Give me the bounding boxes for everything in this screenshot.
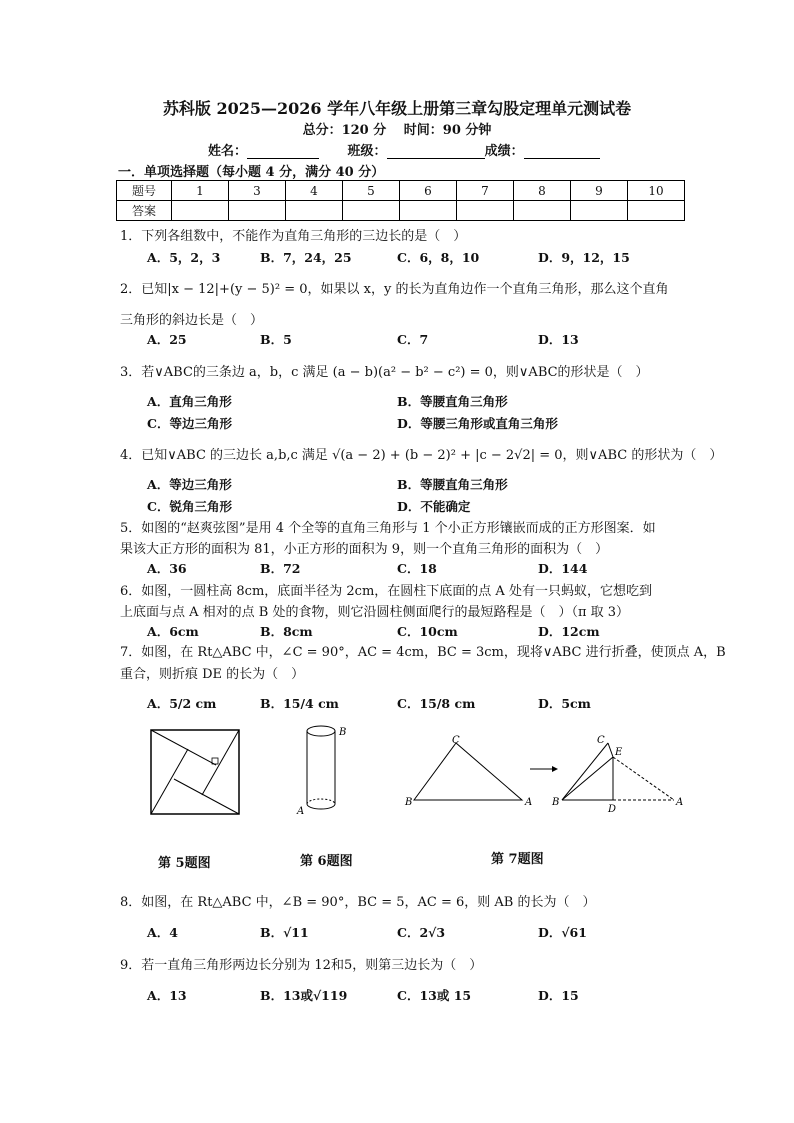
- question-4: 4．已知∨ABC 的三边长 a,b,c 满足 √(a − 2) + (b − 2)² + |c − 2√2| = 0，则∨ABC 的形状为（ ）: [120, 448, 723, 463]
- student-info: [208, 140, 600, 159]
- q2-option-d[interactable]: D．13: [538, 332, 579, 347]
- answer-cell[interactable]: [286, 201, 343, 221]
- question-9: 9．若一直角三角形两边长分别为 12和5，则第三边长为（ ）: [120, 958, 483, 973]
- figure-6-cylinder: [294, 722, 354, 822]
- q1-option-a[interactable]: A．5，2，3: [147, 250, 221, 265]
- question-5: 5．如图的“赵爽弦图”是用 4 个全等的直角三角形与 1 个小正方形镶嵌而成的正方形图案．如: [120, 521, 656, 536]
- q3-option-d[interactable]: D．等腰三角形或直角三角形: [397, 416, 558, 431]
- answer-table: [116, 180, 685, 221]
- class-label: 班级：: [347, 144, 387, 159]
- figure-7-diagram: [402, 733, 692, 815]
- q9-option-b[interactable]: B．13或√119: [260, 988, 348, 1003]
- label-a: A: [525, 797, 533, 808]
- table-row: [117, 181, 685, 201]
- answer-cell[interactable]: [514, 201, 571, 221]
- q1-option-d[interactable]: D．9，12，15: [538, 250, 630, 265]
- q8-option-c[interactable]: C．2√3: [397, 925, 446, 940]
- answer-cell[interactable]: [172, 201, 229, 221]
- answer-cell[interactable]: [457, 201, 514, 221]
- question-7-cont: 重合，则折痕 DE 的长为（ ）: [120, 667, 305, 682]
- q6-option-c[interactable]: C．10cm: [397, 624, 458, 639]
- q8-option-d[interactable]: D．√61: [538, 925, 587, 940]
- figure-7-caption: 第 7题图: [491, 852, 544, 867]
- question-2-cont: 三角形的斜边长是（ ）: [120, 313, 264, 328]
- label-c: C: [452, 735, 460, 746]
- q3-option-c[interactable]: C．等边三角形: [147, 416, 232, 431]
- q6-option-d[interactable]: D．12cm: [538, 624, 600, 639]
- q3-option-a[interactable]: A．直角三角形: [147, 394, 232, 409]
- q2-option-c[interactable]: C．7: [397, 332, 429, 347]
- name-field[interactable]: [247, 146, 319, 159]
- name-label: 姓名：: [208, 144, 248, 159]
- label-e: E: [615, 747, 623, 758]
- q7-option-c[interactable]: C．15/8 cm: [397, 696, 476, 711]
- q5-option-d[interactable]: D．144: [538, 561, 588, 576]
- answer-cell[interactable]: [229, 201, 286, 221]
- section-heading: 一．单项选择题（每小题 4 分，满分 40 分）: [118, 165, 385, 180]
- answer-cell[interactable]: [571, 201, 628, 221]
- q5-option-c[interactable]: C．18: [397, 561, 437, 576]
- q7-option-d[interactable]: D．5cm: [538, 696, 591, 711]
- question-2: 2．已知|x − 12|+(y − 5)² = 0，如果以 x，y 的长为直角边作一个直角三角形，那么这个直角: [120, 282, 669, 297]
- q5-option-a[interactable]: A．36: [147, 561, 187, 576]
- q5-option-b[interactable]: B．72: [260, 561, 301, 576]
- table-cell: 8: [514, 181, 571, 201]
- q1-option-b[interactable]: B．7，24，25: [260, 250, 352, 265]
- question-7: 7．如图，在 Rt△ABC 中，∠C = 90°，AC = 4cm，BC = 3cm，现将∨ABC 进行折叠，使顶点 A，B: [120, 645, 726, 660]
- score-time: 总分：120 分 时间：90 分钟: [302, 123, 492, 138]
- question-3: 3．若∨ABC的三条边 a，b，c 满足 (a − b)(a² − b² − c²) = 0，则∨ABC的形状是（ ）: [120, 365, 649, 380]
- q8-option-a[interactable]: A．4: [147, 925, 178, 940]
- question-5-cont: 果该大正方形的面积为 81，小正方形的面积为 9，则一个直角三角形的面积为（ ）: [120, 542, 609, 557]
- answer-cell[interactable]: [628, 201, 685, 221]
- label-c: C: [597, 735, 605, 746]
- q6-option-b[interactable]: B．8cm: [260, 624, 313, 639]
- answer-cell[interactable]: [343, 201, 400, 221]
- q9-option-a[interactable]: A．13: [147, 988, 187, 1003]
- question-1: 1．下列各组数中，不能作为直角三角形的三边长的是（ ）: [120, 229, 467, 244]
- q6-option-a[interactable]: A．6cm: [147, 624, 199, 639]
- label-d: D: [608, 804, 617, 815]
- q9-option-c[interactable]: C．13或 15: [397, 988, 472, 1003]
- q8-option-b[interactable]: B．√11: [260, 925, 309, 940]
- q4-option-b[interactable]: B．等腰直角三角形: [397, 477, 508, 492]
- label-a: A: [297, 806, 305, 817]
- q2-option-b[interactable]: B．5: [260, 332, 292, 347]
- question-6: 6．如图，一圆柱高 8cm，底面半径为 2cm，在圆柱下底面的点 A 处有一只蚂蚁，它想吃到: [120, 584, 652, 599]
- table-cell: 9: [571, 181, 628, 201]
- page-title: 苏科版 2025—2026 学年八年级上册第三章勾股定理单元测试卷: [162, 99, 632, 118]
- label-a: A: [676, 797, 684, 808]
- question-8: 8．如图，在 Rt△ABC 中，∠B = 90°，BC = 5，AC = 6，则 AB 的长为（ ）: [120, 895, 596, 910]
- label-b: B: [405, 797, 413, 808]
- grade-label: 成绩：: [484, 144, 524, 159]
- figure-5-diagram: [150, 729, 242, 817]
- class-field[interactable]: [387, 146, 485, 159]
- grade-field[interactable]: [524, 146, 600, 159]
- label-b: B: [339, 727, 347, 738]
- figure-5-caption: 第 5题图: [158, 856, 211, 871]
- table-cell: 3: [229, 181, 286, 201]
- table-cell: 6: [400, 181, 457, 201]
- table-cell: 7: [457, 181, 514, 201]
- row-label: 题号: [117, 181, 172, 201]
- q7-option-a[interactable]: A．5/2 cm: [147, 696, 217, 711]
- figure-6-caption: 第 6题图: [300, 854, 353, 869]
- answer-cell[interactable]: [400, 201, 457, 221]
- q3-option-b[interactable]: B．等腰直角三角形: [397, 394, 508, 409]
- q1-option-c[interactable]: C．6，8，10: [397, 250, 480, 265]
- table-row: [117, 201, 685, 221]
- q4-option-d[interactable]: D．不能确定: [397, 499, 471, 514]
- row-label: 答案: [117, 201, 172, 221]
- table-cell: 4: [286, 181, 343, 201]
- label-b: B: [552, 797, 560, 808]
- q4-option-c[interactable]: C．锐角三角形: [147, 499, 232, 514]
- q7-option-b[interactable]: B．15/4 cm: [260, 696, 339, 711]
- table-cell: 1: [172, 181, 229, 201]
- table-cell: 5: [343, 181, 400, 201]
- table-cell: 10: [628, 181, 685, 201]
- q2-option-a[interactable]: A．25: [147, 332, 187, 347]
- question-6-cont: 上底面与点 A 相对的点 B 处的食物，则它沿圆柱侧面爬行的最短路程是（ ）（π 取 3）: [120, 605, 630, 620]
- q4-option-a[interactable]: A．等边三角形: [147, 477, 232, 492]
- q9-option-d[interactable]: D．15: [538, 988, 579, 1003]
